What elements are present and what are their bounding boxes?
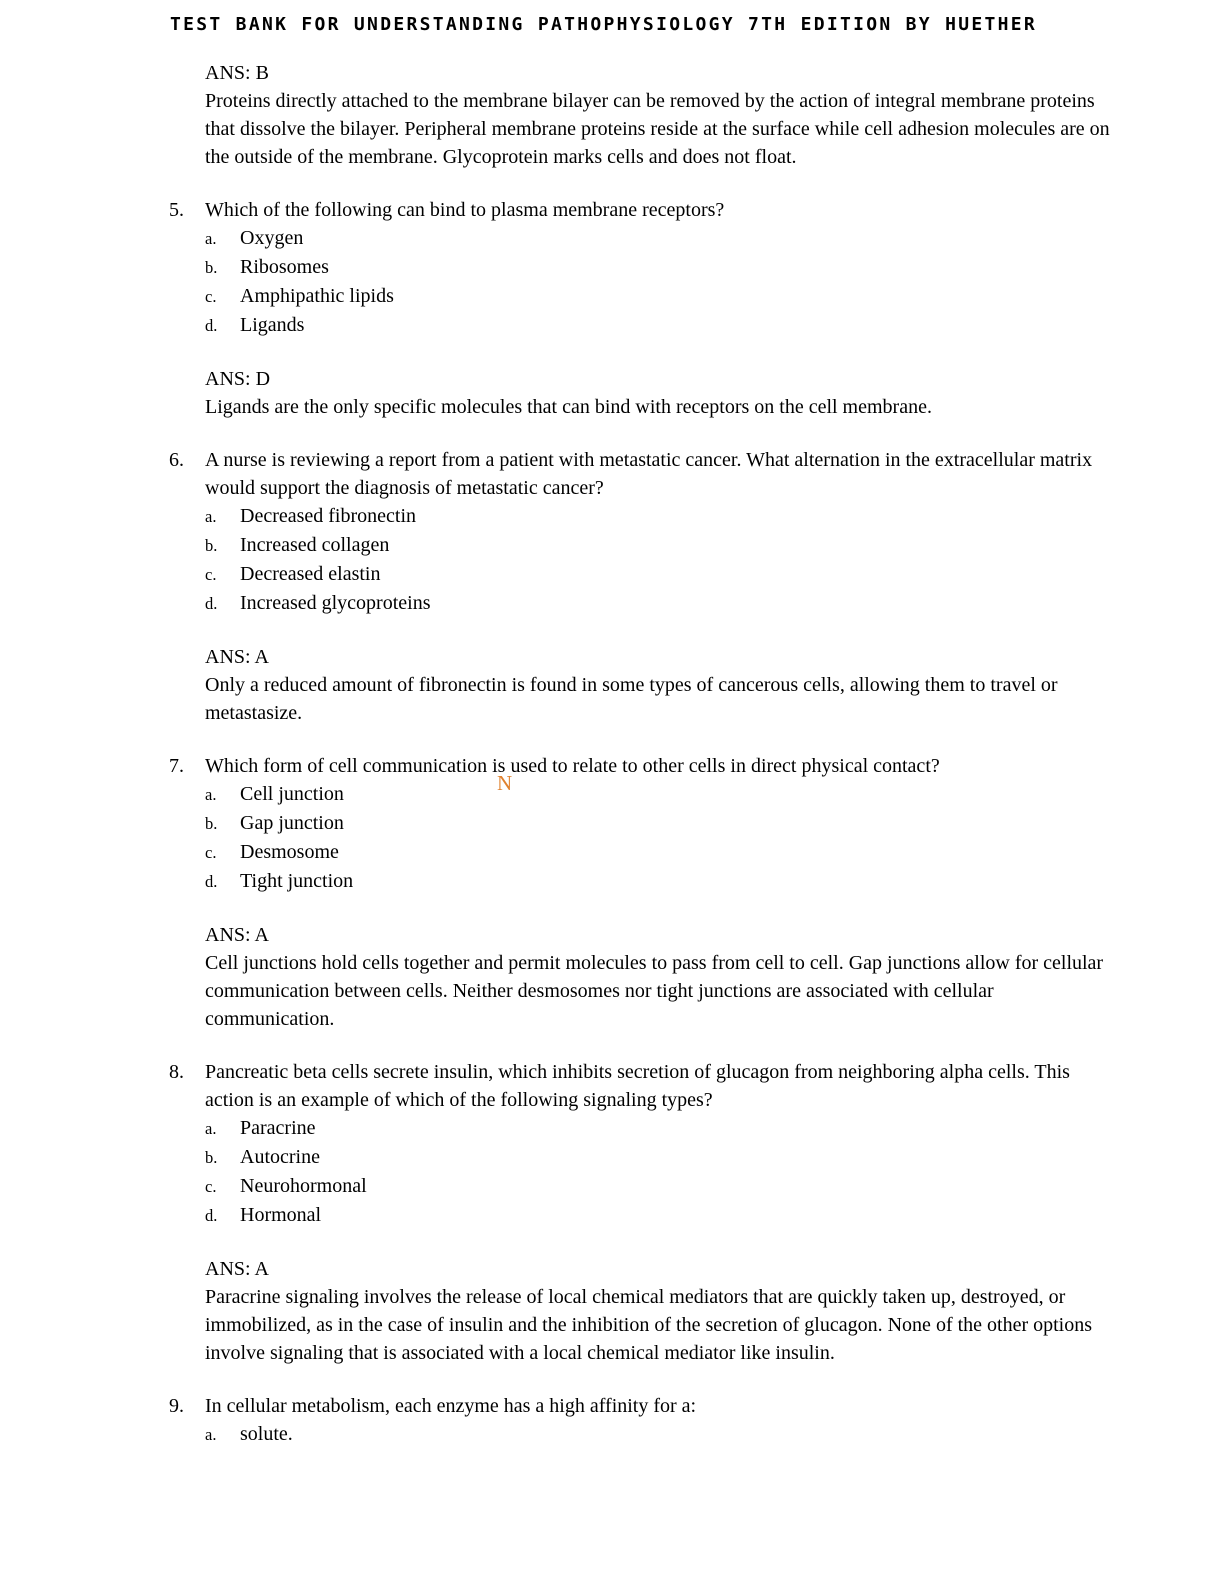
question-number: 6. — [169, 449, 184, 471]
question-text: In cellular metabolism, each enzyme has a high affinity for a: — [205, 1395, 697, 1417]
option-letter: a. — [205, 229, 217, 248]
question-block — [169, 752, 1110, 896]
question-block — [169, 1058, 1110, 1230]
question-text: Which form of cell communication is used to relate to other cells in direct physical contact? — [205, 755, 940, 777]
answer-block — [205, 365, 1110, 421]
option-text: Gap junction — [240, 812, 344, 834]
page-header: TEST BANK FOR UNDERSTANDING PATHOPHYSIOLOGY 7TH EDITION BY HUETHER — [170, 14, 1038, 35]
option-text: Oxygen — [240, 227, 304, 249]
option-list — [205, 224, 1110, 340]
option-text: Tight junction — [240, 870, 354, 892]
option-letter: c. — [205, 1177, 217, 1196]
option-letter: b. — [205, 814, 218, 833]
option-letter: a. — [205, 1425, 217, 1444]
option-text: Paracrine — [240, 1117, 316, 1139]
document-content — [169, 59, 1110, 1449]
option-letter: c. — [205, 565, 217, 584]
option-letter: a. — [205, 785, 217, 804]
option-row — [205, 1114, 1110, 1143]
option-list — [205, 1114, 1110, 1230]
answer-block — [205, 1255, 1110, 1367]
option-letter: c. — [205, 287, 217, 306]
option-text: Increased glycoproteins — [240, 592, 431, 614]
answer-block — [205, 643, 1110, 727]
answer-block — [205, 921, 1110, 1033]
option-row — [205, 560, 1110, 589]
question-text: A nurse is reviewing a report from a patient with metastatic cancer. What alternation in the extracellular matrix would support the diagnosis of metastatic cancer? — [205, 449, 1093, 499]
option-list — [205, 502, 1110, 618]
option-text: solute. — [240, 1423, 293, 1445]
option-text: Autocrine — [240, 1146, 320, 1168]
option-list — [205, 780, 1110, 896]
option-row — [205, 867, 1110, 896]
option-row — [205, 838, 1110, 867]
option-row — [205, 1143, 1110, 1172]
option-row — [205, 1420, 1110, 1449]
question-block — [169, 446, 1110, 618]
option-row — [205, 1201, 1110, 1230]
option-letter: d. — [205, 316, 218, 335]
option-text: Hormonal — [240, 1204, 322, 1226]
option-row — [205, 282, 1110, 311]
option-letter: d. — [205, 1206, 218, 1225]
option-row — [205, 502, 1110, 531]
option-row — [205, 531, 1110, 560]
question-block — [169, 1392, 1110, 1449]
option-text: Decreased elastin — [240, 563, 381, 585]
option-letter: a. — [205, 1119, 217, 1138]
option-text: Amphipathic lipids — [240, 285, 394, 307]
option-row — [205, 809, 1110, 838]
answer-text: Ligands are the only specific molecules that can bind with receptors on the cell membrane. — [205, 396, 932, 418]
question-number: 8. — [169, 1061, 184, 1083]
option-list — [205, 1420, 1110, 1449]
question-number: 5. — [169, 199, 184, 221]
option-text: Ribosomes — [240, 256, 329, 278]
answer-text: Only a reduced amount of fibronectin is found in some types of cancerous cells, allowing them to travel or metastasize. — [205, 674, 1058, 724]
answer-text: Proteins directly attached to the membrane bilayer can be removed by the action of integral membrane proteins that dissolve the bilayer. Peripheral membrane proteins reside at the surface while cell adhesion molecules are on the outside of the membrane. Glycoprotein marks cells and does not float. — [205, 90, 1110, 168]
answer-label: ANS: B — [205, 62, 269, 84]
answer-label: ANS: A — [205, 646, 269, 668]
option-row — [205, 589, 1110, 618]
option-letter: b. — [205, 258, 218, 277]
option-text: Increased collagen — [240, 534, 390, 556]
answer-label: ANS: A — [205, 1258, 269, 1280]
option-letter: c. — [205, 843, 217, 862]
option-text: Neurohormonal — [240, 1175, 367, 1197]
option-text: Desmosome — [240, 841, 339, 863]
option-text: Ligands — [240, 314, 305, 336]
question-number: 7. — [169, 755, 184, 777]
answer-text: Cell junctions hold cells together and permit molecules to pass from cell to cell. Gap junctions allow for cellular communication between cells. Neither desmosomes nor tight junctions are associated with cellular communication. — [205, 952, 1104, 1030]
question-text: Pancreatic beta cells secrete insulin, which inhibits secretion of glucagon from neighboring alpha cells. This action is an example of which of the following signaling types? — [205, 1061, 1070, 1111]
option-letter: d. — [205, 594, 218, 613]
watermark-letter: N — [497, 771, 513, 795]
option-row — [205, 224, 1110, 253]
option-letter: a. — [205, 507, 217, 526]
question-text: Which of the following can bind to plasma membrane receptors? — [205, 199, 725, 221]
question-block — [169, 196, 1110, 340]
answer-block — [205, 59, 1110, 171]
option-row — [205, 311, 1110, 340]
question-number: 9. — [169, 1395, 184, 1417]
option-text: Cell junction — [240, 783, 344, 805]
option-text: Decreased fibronectin — [240, 505, 417, 527]
answer-label: ANS: D — [205, 368, 271, 390]
answer-text: Paracrine signaling involves the release of local chemical mediators that are quickly taken up, destroyed, or immobilized, as in the case of insulin and the inhibition of the secretion of glucagon. None of the other options involve signaling that is associated with a local chemical mediator like insulin. — [205, 1286, 1093, 1364]
answer-label: ANS: A — [205, 924, 269, 946]
option-letter: b. — [205, 1148, 218, 1167]
option-row — [205, 780, 1110, 809]
option-letter: b. — [205, 536, 218, 555]
option-row — [205, 253, 1110, 282]
option-letter: d. — [205, 872, 218, 891]
option-row — [205, 1172, 1110, 1201]
